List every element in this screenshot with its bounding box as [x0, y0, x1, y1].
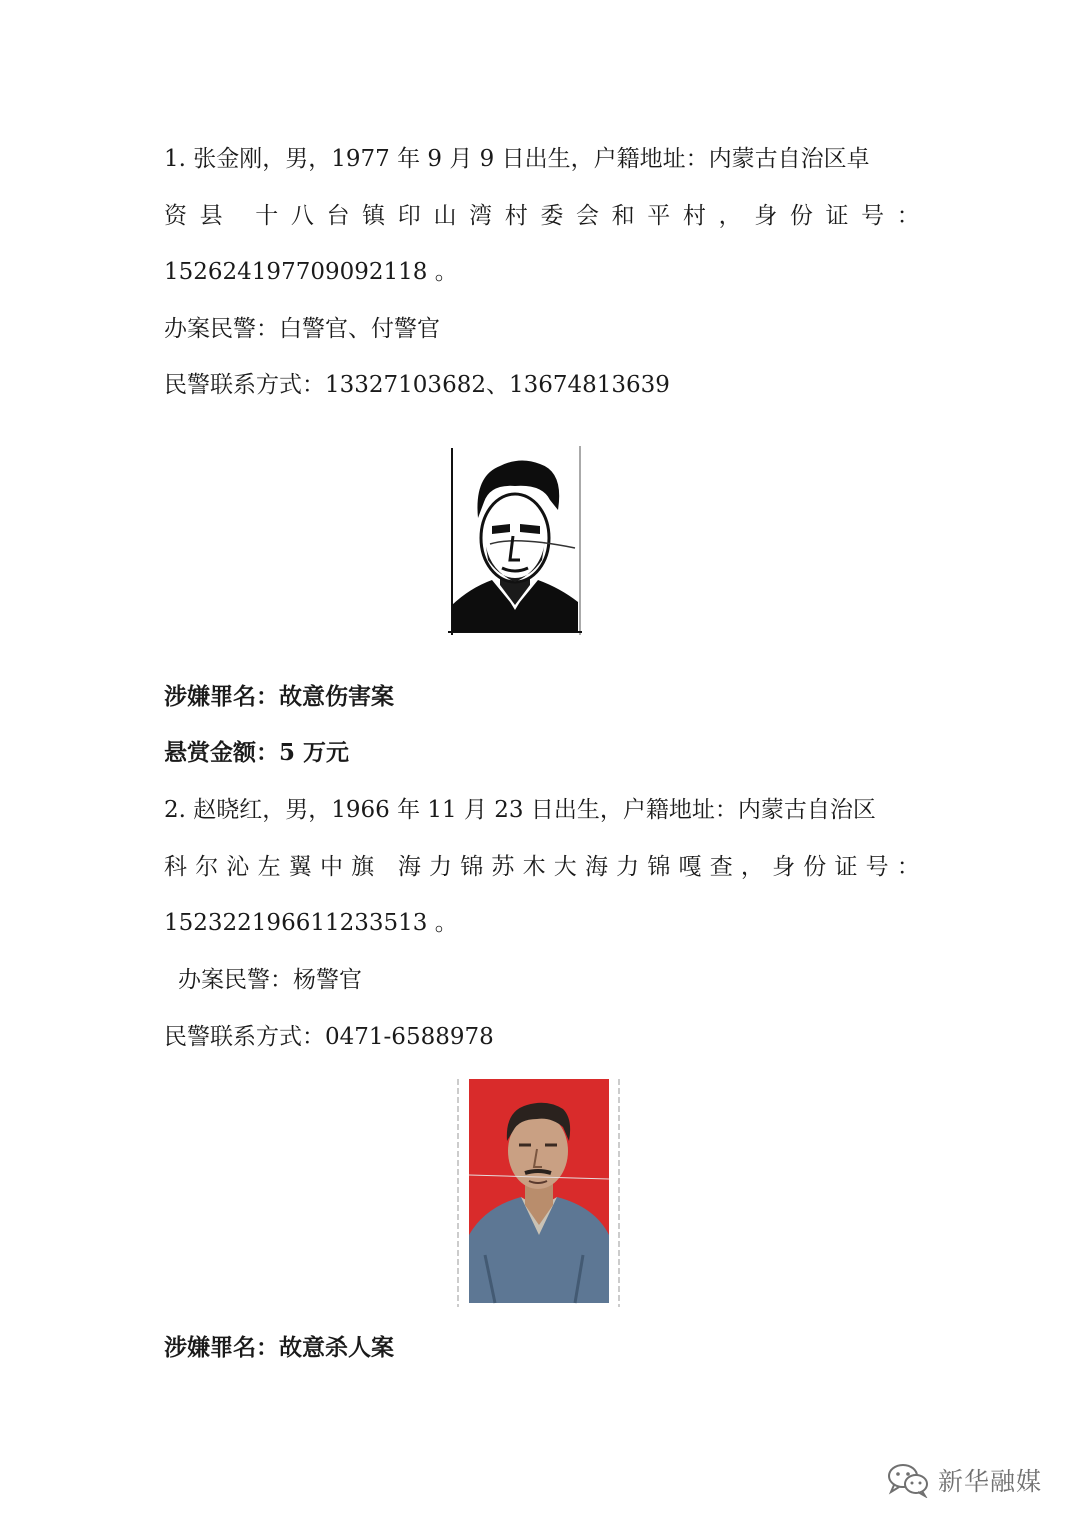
person1-address-char: 和	[611, 203, 635, 229]
person2-address-char: 嘎	[678, 854, 702, 880]
person2-address-char: 证	[834, 854, 858, 880]
person1-contact: 民警联系方式：13327103682、13674813639	[164, 372, 670, 398]
person2-address-char: 份	[803, 854, 827, 880]
person1-address-char: 资	[164, 203, 187, 229]
wechat-icon	[886, 1462, 930, 1498]
person2-address-char: 锦	[460, 854, 484, 880]
person1-address-char: 湾	[469, 203, 493, 229]
watermark-text: 新华融媒	[938, 1467, 1043, 1496]
person2-address-char	[382, 851, 389, 883]
person2-address-char: 力	[616, 854, 640, 880]
person2-address-char: 翼	[288, 854, 312, 880]
person1-crime: 涉嫌罪名：故意伤害案	[164, 683, 394, 710]
person1-address-char: 十	[255, 203, 279, 229]
person2-address-char: 号	[865, 854, 889, 880]
person2-address-char: 苏	[491, 854, 515, 880]
person1-address-char: 村	[504, 203, 528, 229]
person1-address-char: 山	[433, 203, 457, 229]
person2-address-char: 海	[584, 854, 608, 880]
person2-address-char: 海	[397, 854, 421, 880]
person1-address-char	[235, 200, 242, 232]
person1-address-char: 身	[754, 203, 778, 229]
person2-address-char: 大	[553, 854, 577, 880]
person2-address-char: 锦	[647, 854, 671, 880]
person1-address-char: 村	[682, 203, 706, 229]
person2-address-char: 尔	[195, 854, 219, 880]
person2-intro: 2. 赵晓红，男，1966 年 11 月 23 日出生，户籍地址：内蒙古自治区	[164, 797, 876, 823]
source-watermark	[886, 1460, 1042, 1500]
person2-address-char: 中	[319, 854, 343, 880]
person2-address-char: ：	[896, 854, 920, 880]
person2-crime: 涉嫌罪名：故意杀人案	[164, 1334, 394, 1361]
person1-id-number: 152624197709092118 。	[164, 259, 458, 285]
person1-address-char: ，	[718, 203, 742, 229]
suspect1-photo	[430, 440, 600, 640]
person1-address-char: 八	[290, 203, 314, 229]
person2-address-char: 左	[257, 854, 281, 880]
person1-reward: 悬赏金额：5 万元	[164, 739, 350, 766]
person2-address-char: 身	[772, 854, 796, 880]
person1-address-char: 印	[397, 203, 421, 229]
person1-address-char: 平	[647, 203, 671, 229]
person1-address-char: ：	[896, 203, 920, 229]
person1-intro: 1. 张金刚，男，1977 年 9 月 9 日出生，户籍地址：内蒙古自治区卓	[164, 146, 870, 172]
person2-address-char: 力	[429, 854, 452, 880]
person1-address-char: 会	[576, 203, 599, 229]
person2-address-char: ，	[740, 854, 764, 880]
person1-address-char: 镇	[362, 203, 386, 229]
person2-address-char: 科	[164, 854, 187, 880]
person2-address-line	[164, 851, 920, 883]
person1-address-char: 份	[789, 203, 813, 229]
person2-officer: 办案民警：杨警官	[178, 967, 362, 993]
person1-officer: 办案民警：白警官、付警官	[164, 316, 440, 342]
person1-address-char: 证	[825, 203, 849, 229]
suspect2-photo	[455, 1075, 623, 1309]
person1-address-line	[164, 200, 920, 232]
person2-id-number: 152322196611233513 。	[164, 910, 458, 936]
person2-address-char: 旗	[351, 854, 375, 880]
person2-address-char: 木	[522, 854, 546, 880]
person2-contact: 民警联系方式：0471-6588978	[164, 1024, 494, 1050]
person1-address-char: 委	[540, 203, 564, 229]
person1-address-char: 台	[326, 203, 350, 229]
person2-address-char: 沁	[226, 854, 250, 880]
person2-address-char: 查	[709, 854, 733, 880]
person1-address-char: 号	[861, 203, 885, 229]
person1-address-char: 县	[199, 203, 223, 229]
